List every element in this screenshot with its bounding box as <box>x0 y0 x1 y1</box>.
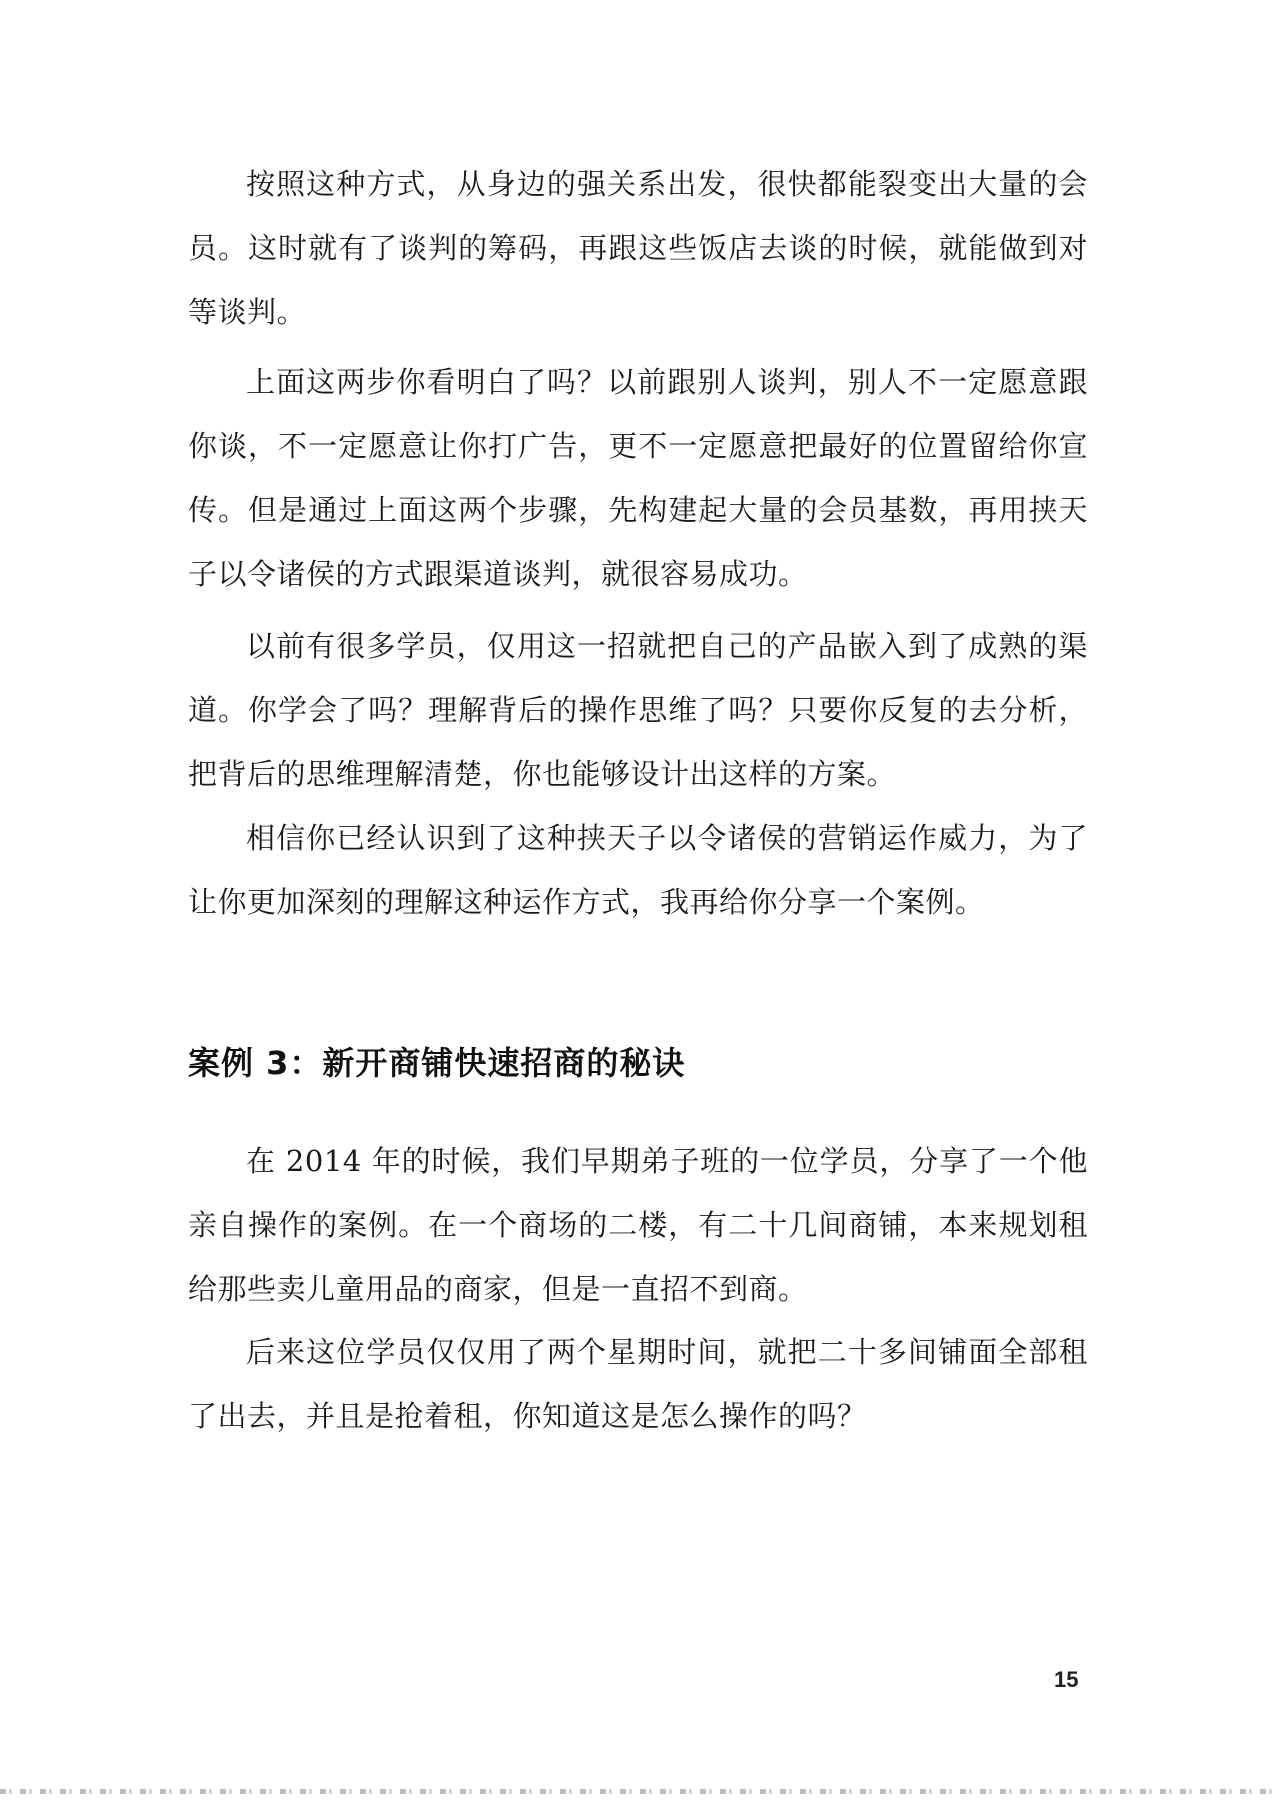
section-heading: 案例 3：新开商铺快速招商的秘诀 <box>188 1044 686 1082</box>
body-paragraph: 上面这两步你看明白了吗？以前跟别人谈判，别人不一定愿意跟你谈，不一定愿意让你打广告，更不一定愿意把最好的位置留给你宣传。但是通过上面这两个步骤，先构建起大量的会员基数，再用挟天子以令诸侯的方式跟渠道谈判，就很容易成功。 <box>188 365 1088 591</box>
body-paragraph: 按照这种方式，从身边的强关系出发，很快都能裂变出大量的会员。这时就有了谈判的筹码，再跟这些饭店去谈的时候，就能做到对等谈判。 <box>188 167 1088 329</box>
section-paragraph: 在 2014 年的时候，我们早期弟子班的一位学员，分享了一个他亲自操作的案例。在一个商场的二楼，有二十几间商铺，本来规划租给那些卖儿童用品的商家，但是一直招不到商。 <box>188 1144 1088 1306</box>
scan-edge-divider <box>0 1789 1274 1794</box>
page-number: 15 <box>1054 1667 1079 1692</box>
body-paragraph: 以前有很多学员，仅用这一招就把自己的产品嵌入到了成熟的渠道。你学会了吗？理解背后的操作思维了吗？只要你反复的去分析，把背后的思维理解清楚，你也能够设计出这样的方案。 <box>188 629 1088 791</box>
body-paragraph: 相信你已经认识到了这种挟天子以令诸侯的营销运作威力，为了让你更加深刻的理解这种运作方式，我再给你分享一个案例。 <box>188 821 1088 919</box>
section-paragraph: 后来这位学员仅仅用了两个星期时间，就把二十多间铺面全部租了出去，并且是抢着租，你知道这是怎么操作的吗？ <box>188 1335 1088 1433</box>
